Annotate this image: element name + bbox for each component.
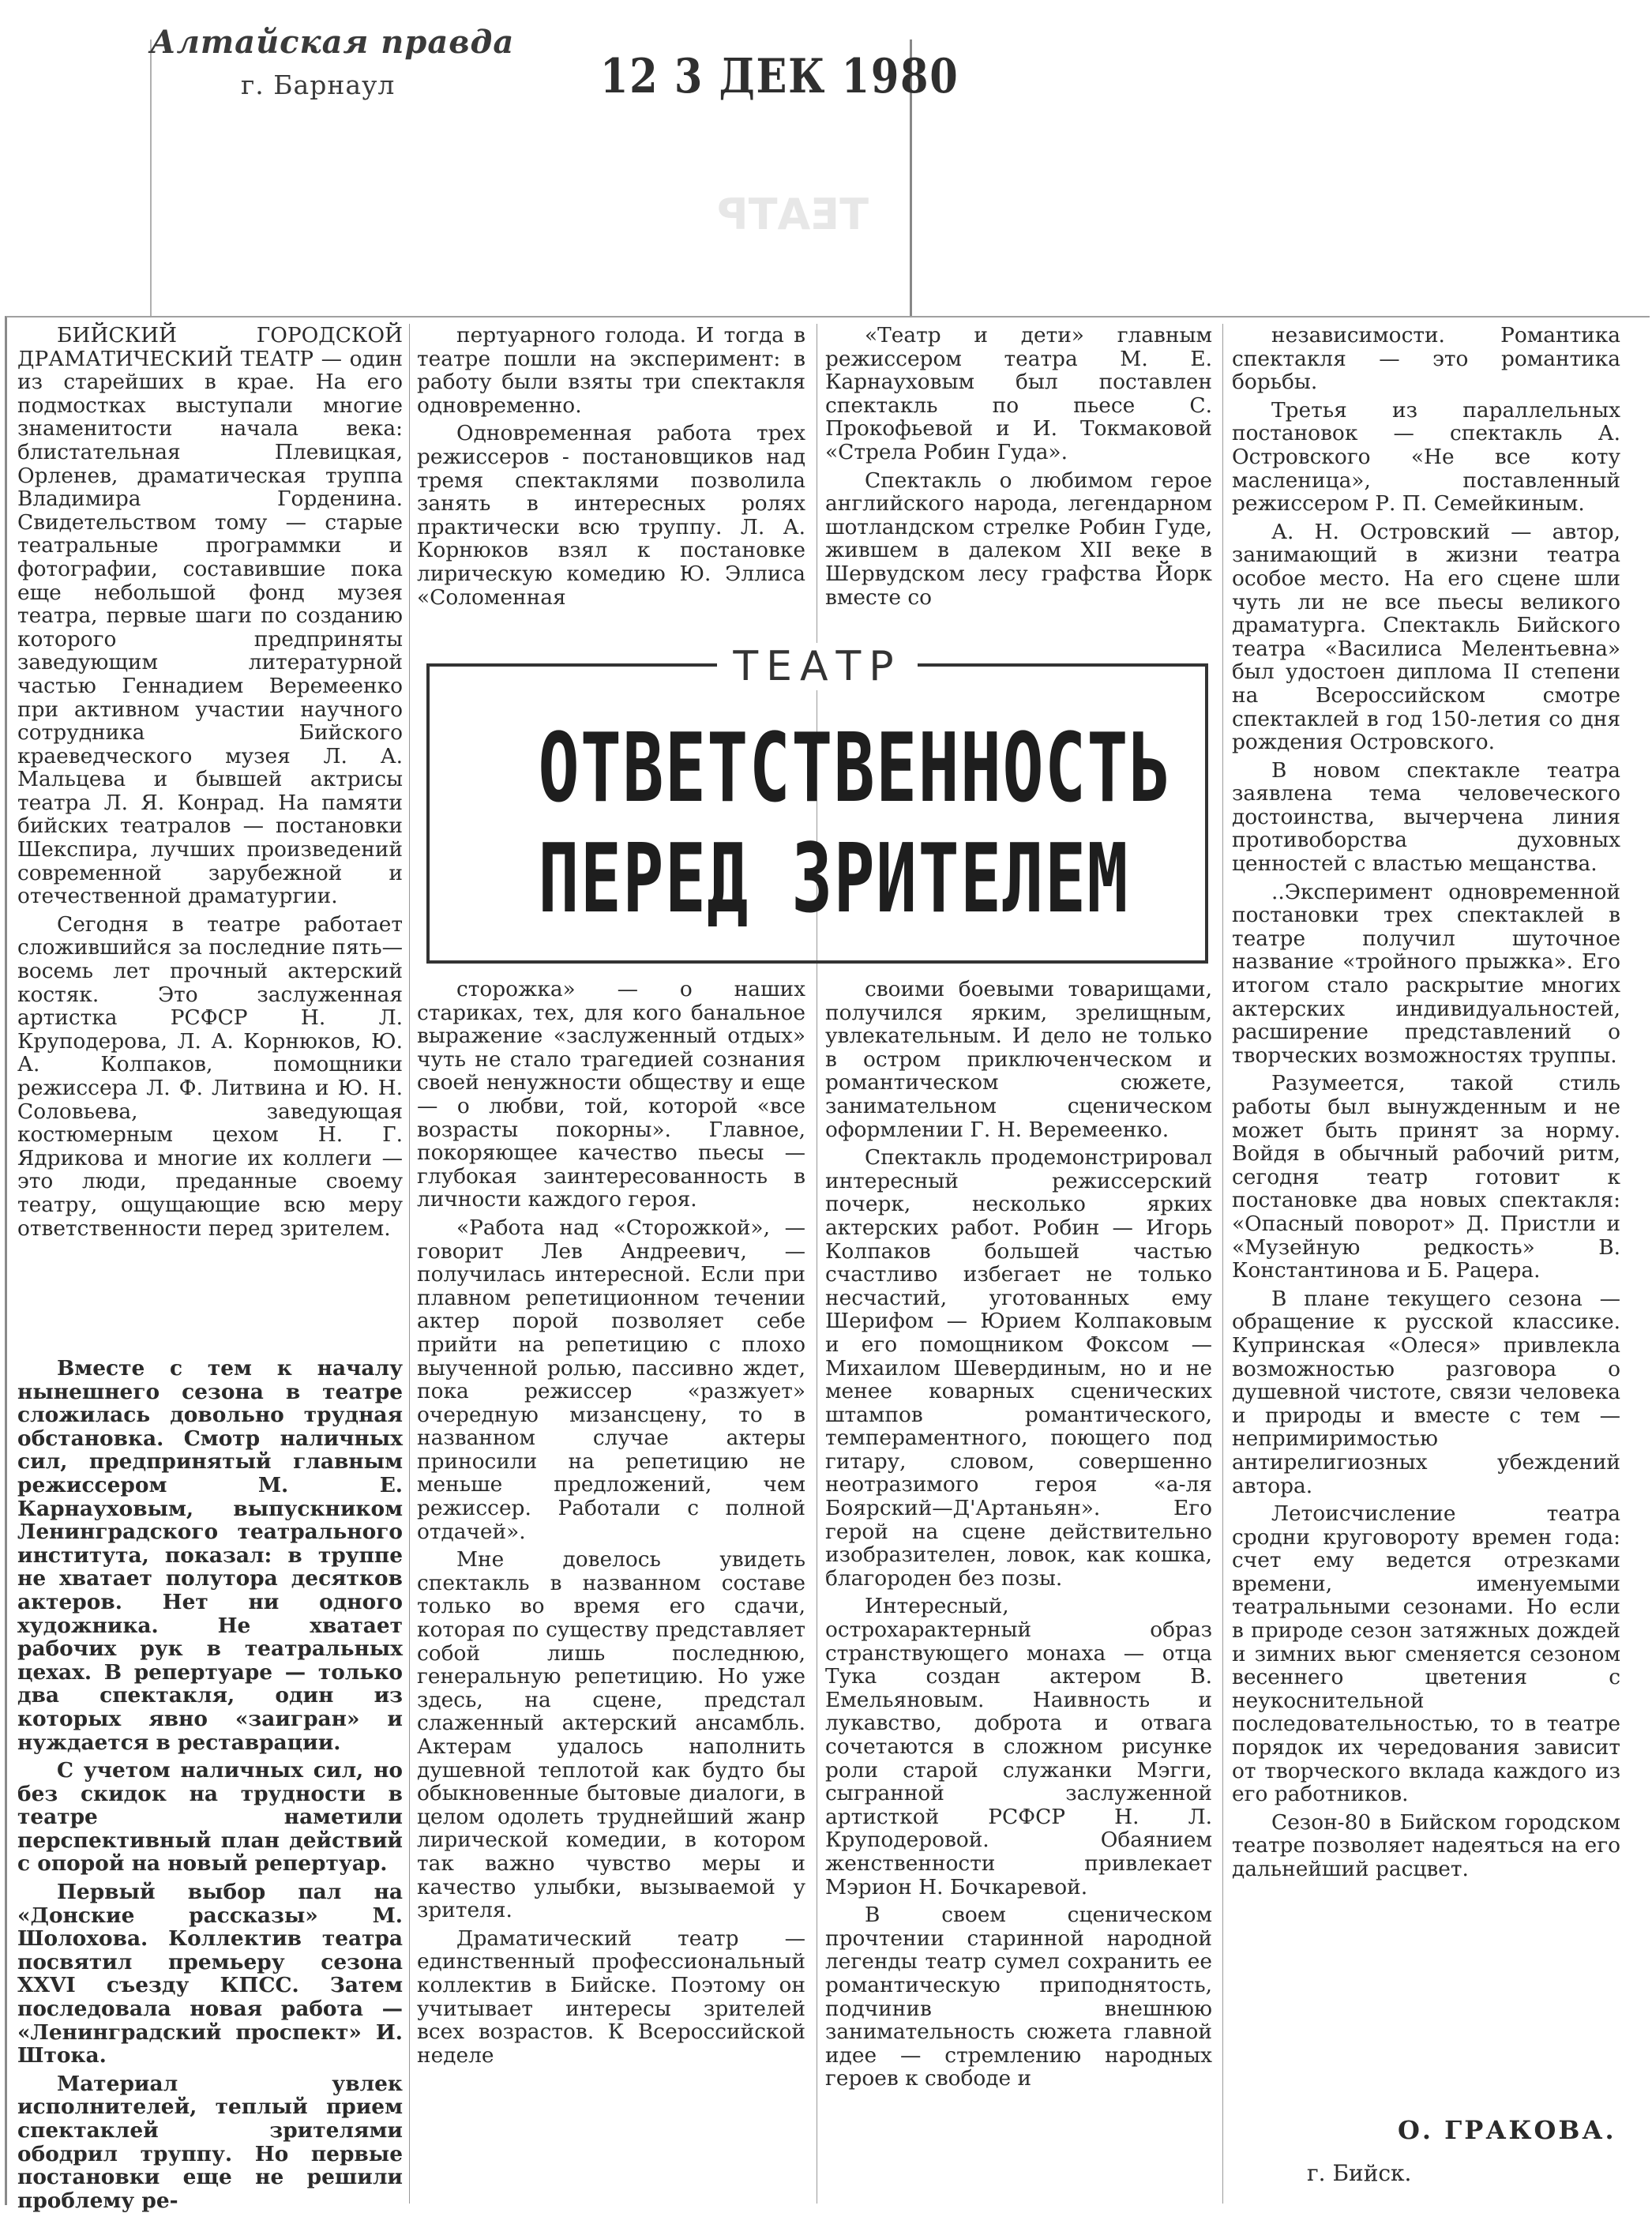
article-column-3-top <box>825 324 1212 648</box>
article-paragraph: Вместе с тем к началу нынешнего сезона в театре сложилась довольно трудная обстановка. Смотр наличных сил, предпринятый главным режиссером М. Е. Карнауховым, выпускником Ленинградского театрального института, показал: в труппе не хватает полутора десятков актеров. Нет ни одного художника. Не хватает рабочих рук в театральных цехах. В репертуаре — только два спектакля, один из которых явно «заигран» и нуждается в реставрации. <box>17 1356 403 1755</box>
article-paragraph: ..Эксперимент одновременной постановки трех спектаклей в театре получил шуточное название «тройного прыжка». Его итогом стало раскрытие многих актерских индивидуальностей, расширение представлений о творческих возможностях труппы. <box>1232 879 1620 1068</box>
article-paragraph: сторожка» — о наших стариках, тех, для кого банальное выражение «заслуженный отдых» чуть не стало трагедией сознания своей ненужности обществу и еще — о любви, той, которой «все возрасты покорны». Главное, покоряющее качество пьесы — глубокая заинтересованность в личности каждого героя. <box>417 977 805 1212</box>
article-paragraph: своими боевыми товарищами, получился ярким, зрелищным, увлекательным. И дело не только в остром приключенческом и романтическом сюжете, занимательном сценическом оформлении Г. Н. Веремеенко. <box>825 977 1212 1142</box>
article-paragraph: Драматический театр — единственный профессиональный коллектив в Бийске. Поэтому он учитывает интересы зрителей всех возрастов. К Всероссийской неделе <box>417 1926 805 2068</box>
article-paragraph: Сегодня в театре работает сложившийся за последние пять—восемь лет прочный актерский костяк. Это заслуженная артистка РСФСР Н. Л. Круподерова, Л. А. Корнюков, Ю. А. Колпаков, помощники режиссера Л. Ф. Литвина и Ю. Н. Соловьева, заведующая костюмерным цехом Н. Г. Ядрикова и многие их коллеги — это люди, преданные своему театру, ощущающие всю меру ответственности перед зрителем. <box>17 911 403 1241</box>
article-paragraph: Одновременная работа трех режиссеров - постановщиков над тремя спектаклями позволила занять в интересных ролях практически всю труппу. Л. А. Корнюков взял к постановке лирическую комедию Ю. Эллиса «Соломенная <box>417 421 805 610</box>
article-column-2-bottom <box>417 978 805 2202</box>
article-paragraph: Интересный, острохарактерный образ странствующего монаха — отца Тука создан актером В. Емельяновым. Наивность и лукавство, доброта и отвага сочетаются в сложном рисунке роли старой служанки Мэгги, сыгранной заслуженной артисткой РСФСР Н. Л. Круподеровой. Обаянием женственности привлекает Мэрион Н. Бочкаревой. <box>825 1594 1212 1899</box>
ghost-line: ТЕАТР <box>717 190 869 239</box>
article-paragraph: «Работа над «Сторожкой», — говорит Лев Андреевич, — получилась интересной. Если при плавном репетиционном течении актер порой позволяет себе прийти на репетицию с плохо выученной ролью, пассивно ждет, пока режиссер «разжует» очередную мизансцену, то в названном случае актеры приносили на репетицию не меньше предложений, чем режиссер. Работали с полной отдачей». <box>417 1215 805 1544</box>
author-place: г. Бийск. <box>1307 2160 1412 2186</box>
article-column-1-bold <box>17 1356 403 2213</box>
article-paragraph: Летоисчисление театра сродни круговороту времен года: счет ему ведется отрезками времени, именуемыми театральными сезонами. Но если в природе сезон затяжных дождей и зимних вьюг сменяется сезоном весеннего цветения с неукоснительной последовательностью, то в театре порядок их чередования зависит от творческого вклада каждого из его работников. <box>1232 1501 1620 1807</box>
article-paragraph: В своем сценическом прочтении старинной народной легенды театр сумел сохранить ее романтическую приподнятость, подчинив внешнюю занимательность сюжета главной идее — стремлению народных героев к свободе и <box>825 1903 1212 2091</box>
rubric-text: ТЕАТР <box>717 643 917 690</box>
rubric-label <box>430 643 1205 690</box>
article-paragraph: Спектакль продемонстрировал интересный режиссерский почерк, несколько ярких актерских работ. Робин — Игорь Колпаков большей частью счастливо избегает не только несчастий, уготованных ему Шерифом — Юрием Колпаковым и его помощником Фоксом — Михаилом Шевердиным, но и не менее коварных сценических штампов романтического, темпераментного, поющего под гитару, словом, совершенно неотразимого героя «а-ля Боярский—Д'Артаньян». Его герой на сцене действительно изобразителен, ловок, как кошка, благороден без позы. <box>825 1145 1212 1591</box>
headline-line-1: ОТВЕТСТВЕННОСТЬ <box>538 714 1172 824</box>
article-paragraph: С учетом наличных сил, но без скидок на трудности в театре наметили перспективный план действий с опорой на новый репертуар. <box>17 1758 403 1877</box>
show-through-ghost <box>174 190 869 240</box>
article-paragraph: В новом спектакле театра заявлена тема человеческого достоинства, вычерчена линия противоборства духовных ценностей с властью мещанства. <box>1232 757 1620 877</box>
article-column-1 <box>17 323 403 1241</box>
column-rule <box>409 324 410 2204</box>
article-column-3-bottom <box>825 978 1212 2202</box>
article-paragraph: Спектакль о любимом герое английского народа, легендарном шотландском стрелке Робин Гуде, жившем в далеком XII веке в Шервудском лесу графства Йорк вместе со <box>825 468 1212 610</box>
newspaper-name: Алтайская правда <box>150 24 515 61</box>
article-paragraph: Мне довелось увидеть спектакль в названном составе только во время его сдачи, которая по существу представляет собой лишь последнюю, генеральную репетицию. Но уже здесь, на сцене, предстал слаженный актерский ансамбль. Актерам удалось наполнить душевной теплотой как будто бы обыкновенные бытовые диалоги, в целом одолеть труднейший жанр лирической комедии, в котором так важно чувство меры и качество улыбки, вызываемой у зрителя. <box>417 1547 805 1923</box>
article-paragraph: Первый выбор пал на «Донские рассказы» М. Шолохова. Коллектив театра посвятил премьеру сезона XXVI съезду КПСС. Затем последовала новая работа — «Ленинградский проспект» И. Штока. <box>17 1880 403 2068</box>
author-signature: О. ГРАКОВА. <box>1398 2115 1616 2145</box>
article-column-2-top <box>417 324 805 648</box>
newspaper-city: г. Барнаул <box>241 70 396 100</box>
article-column-4 <box>1232 324 1620 2101</box>
article-paragraph: Сезон-80 в Бийском городском театре позволяет надеяться на его дальнейший расцвет. <box>1232 1809 1620 1881</box>
date-stamp: 12 3 ДЕК 1980 <box>600 49 959 104</box>
headline-line-2: ПЕРЕД ЗРИТЕЛЕМ <box>538 825 1129 934</box>
article-paragraph: Материал увлек исполнителей, теплый прием спектаклей зрителями ободрил труппу. Но первые постановки еще не решили проблему ре- <box>17 2071 403 2213</box>
headline <box>430 714 1205 935</box>
article-paragraph: независимости. Романтика спектакля — это романтика борьбы. <box>1232 323 1620 395</box>
article-paragraph: Разумеется, такой стиль работы был вынужденным и не может быть принят за норму. Войдя в обычный рабочий ритм, сегодня театр готовит к постановке два новых спектакля: «Опасный поворот» Д. Пристли и «Музейную редкость» В. Константинова и Б. Рацера. <box>1232 1071 1620 1283</box>
article-paragraph: Третья из параллельных постановок — спектакль А. Островского «Не все коту масленица», поставленный режиссером Р. П. Семейкиным. <box>1232 397 1620 517</box>
article-paragraph: пертуарного голода. И тогда в театре пошли на эксперимент: в работу были взяты три спектакля одновременно. <box>417 323 805 418</box>
column-rule <box>1222 324 1223 2204</box>
article-paragraph: В плане текущего сезона — обращение к русской классике. Купринская «Олеся» привлекла возможностью разговора о душевной чистоте, связи человека и природы и вместе с тем — непримиримостью антирелигиозных убеждений автора. <box>1232 1286 1620 1498</box>
article-paragraph: «Театр и дети» главным режиссером театра М. Е. Карнауховым был поставлен спектакль по пьесе С. Прокофьевой и И. Токмаковой «Стрела Робин Гуда». <box>825 323 1212 464</box>
article-paragraph: БИЙСКИЙ ГОРОДСКОЙ ДРАМАТИЧЕСКИЙ ТЕАТР — один из старейших в крае. На его подмостках выступали многие знаменитости начала века: блистательная Плевицкая, Орленев, драматическая труппа Владимира Горденина. Свидетельством тому — старые театральные программки и фотографии, составившие пока еще небольшой фонд музея театра, первые шаги по созданию которого предприняты заведующим литературной частью Геннадием Веремеенко при активном участии научного сотрудника Бийского краеведческого музея Л. А. Мальцева и бывшей актрисы театра Л. Я. Конрад. На памяти бийских театралов — постановки Шекспира, лучших произведений современной зарубежной и отечественной драматургии. <box>17 323 403 909</box>
headline-box <box>426 643 1208 964</box>
article-paragraph: А. Н. Островский — автор, занимающий в жизни театра особое место. На его сцене шли чуть ли не все пьесы великого драматурга. Спектакль Бийского театра «Василиса Мелентьевна» был удостоен диплома II степени на Всероссийском смотре спектаклей в год 150-летия со дня рождения Островского. <box>1232 519 1620 755</box>
